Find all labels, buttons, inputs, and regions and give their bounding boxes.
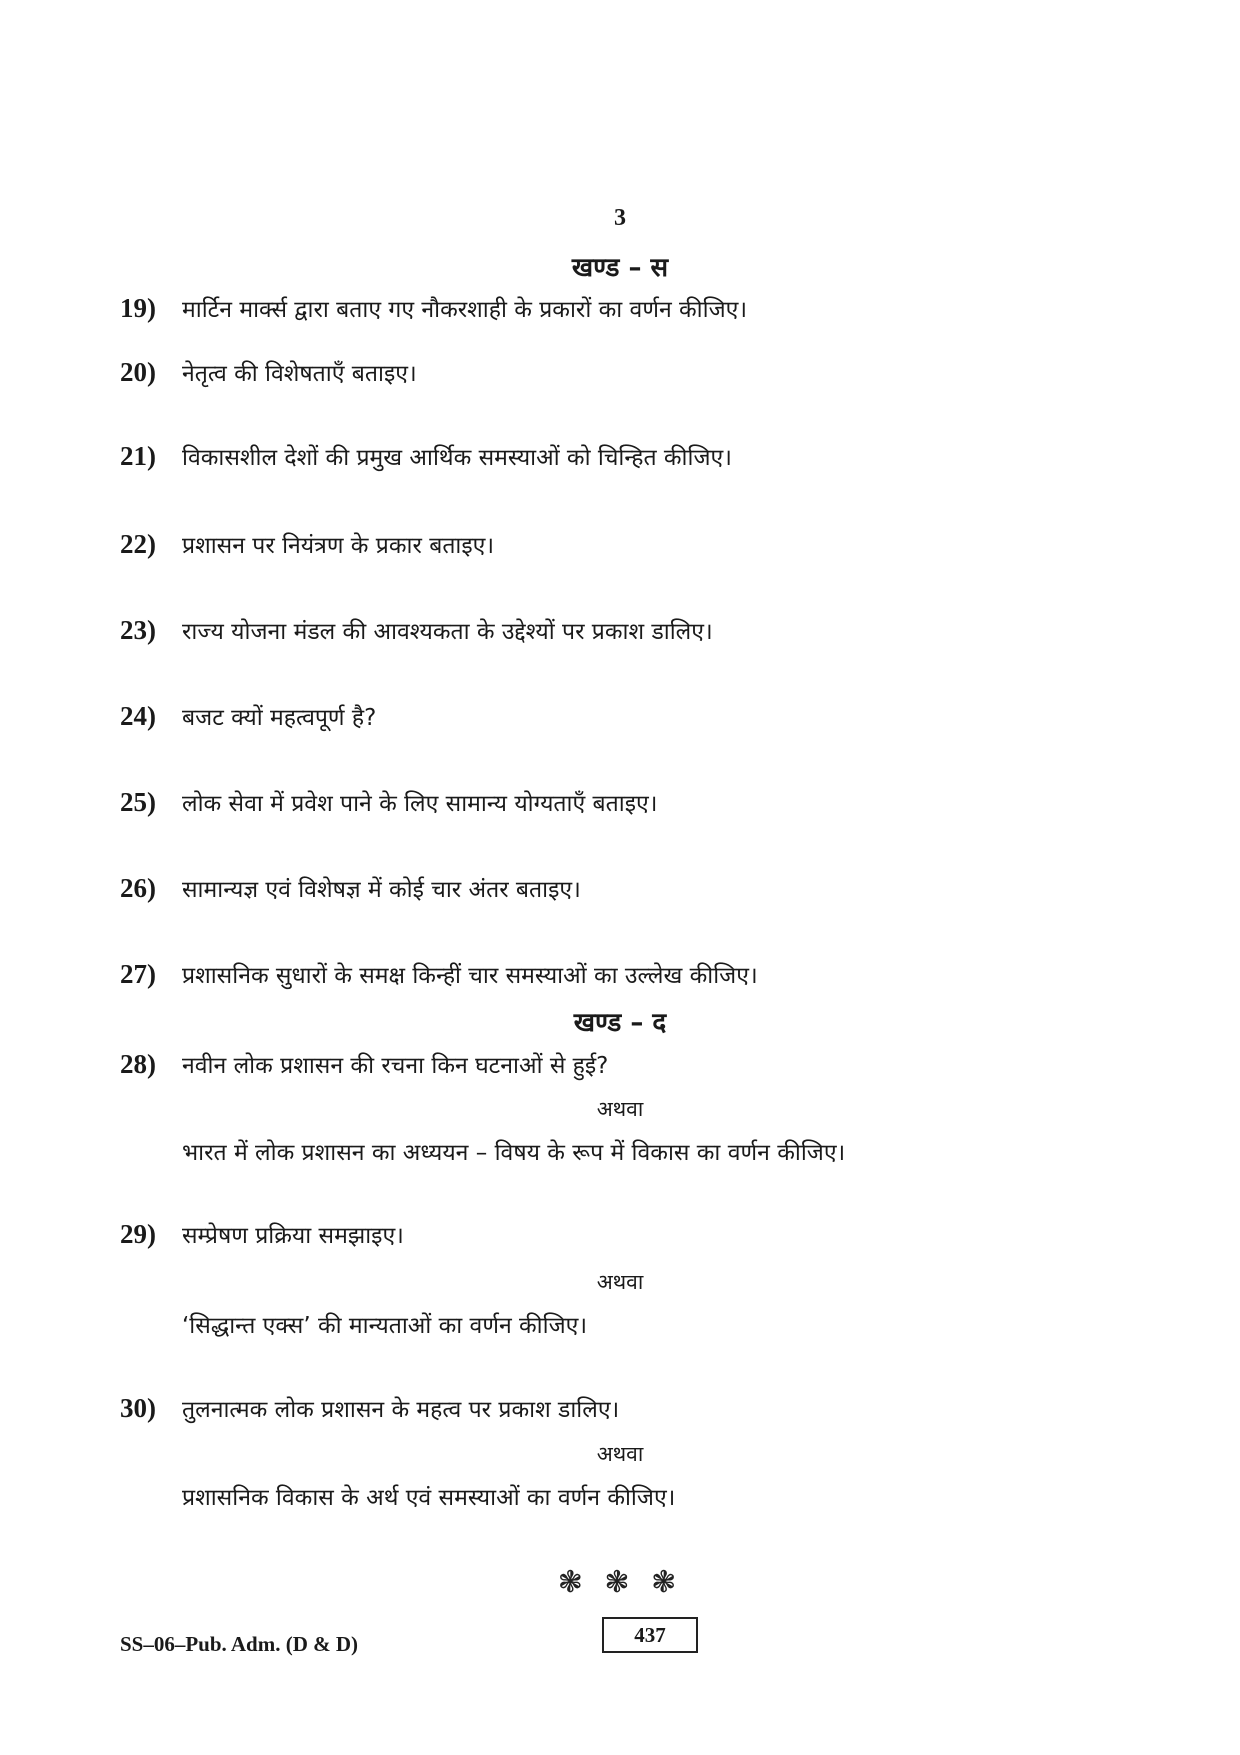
section-c-heading: खण्ड – स [571, 253, 669, 283]
or-label: अथवा [596, 1270, 644, 1294]
question-19 [120, 292, 747, 324]
question-text: बजट क्यों महत्वपूर्ण है? [182, 705, 377, 731]
or-label: अथवा [596, 1097, 644, 1121]
question-number: 28) [120, 1049, 156, 1079]
question-27 [120, 958, 758, 990]
question-text: सामान्यज्ञ एवं विशेषज्ञ में कोई चार अंतर बताइए। [182, 877, 581, 903]
question-text: लोक सेवा में प्रवेश पाने के लिए सामान्य योग्यताएँ बताइए। [182, 791, 658, 817]
question-28 [120, 1048, 608, 1080]
question-number: 27) [120, 959, 156, 989]
question-24 [120, 700, 376, 732]
question-text: मार्टिन मार्क्स द्वारा बताए गए नौकरशाही के प्रकारों का वर्णन कीजिए। [182, 297, 748, 323]
question-22 [120, 528, 494, 560]
question-number: 21) [120, 441, 156, 471]
footer-paper-code: SS–06–Pub. Adm. (D & D) [120, 1632, 359, 1656]
question-29 [120, 1218, 404, 1250]
alternative-question: भारत में लोक प्रशासन का अध्ययन – विषय के रूप में विकास का वर्णन कीजिए। [182, 1140, 846, 1166]
question-number: 22) [120, 529, 156, 559]
question-26 [120, 872, 581, 904]
question-number: 23) [120, 615, 156, 645]
question-21 [120, 440, 732, 472]
question-number: 30) [120, 1393, 156, 1423]
question-20 [120, 356, 417, 388]
footer-page-box: 437 [602, 1617, 698, 1653]
question-number: 25) [120, 787, 156, 817]
question-25 [120, 786, 657, 818]
question-text: सम्प्रेषण प्रक्रिया समझाइए। [182, 1223, 404, 1249]
question-text: प्रशासनिक सुधारों के समक्ष किन्हीं चार समस्याओं का उल्लेख कीजिए। [182, 963, 758, 989]
alternative-question: प्रशासनिक विकास के अर्थ एवं समस्याओं का वर्णन कीजिए। [182, 1485, 676, 1511]
question-text: नेतृत्व की विशेषताएँ बताइए। [182, 361, 417, 387]
question-text: विकासशील देशों की प्रमुख आर्थिक समस्याओं को चिन्हित कीजिए। [182, 445, 732, 471]
question-text: नवीन लोक प्रशासन की रचना किन घटनाओं से हुई? [182, 1053, 609, 1079]
page-number: 3 [614, 205, 626, 231]
decorative-ornament-icon: ❃ ❃ ❃ [557, 1565, 683, 1600]
question-number: 29) [120, 1219, 156, 1249]
question-number: 20) [120, 357, 156, 387]
question-number: 24) [120, 701, 156, 731]
alternative-question: ‘सिद्धान्त एक्स’ की मान्यताओं का वर्णन कीजिए। [182, 1313, 588, 1339]
question-text: प्रशासन पर नियंत्रण के प्रकार बताइए। [182, 533, 495, 559]
section-d-heading: खण्ड – द [573, 1008, 667, 1038]
question-number: 19) [120, 293, 156, 323]
question-number: 26) [120, 873, 156, 903]
question-23 [120, 614, 713, 646]
or-label: अथवा [596, 1442, 644, 1466]
question-text: राज्य योजना मंडल की आवश्यकता के उद्देश्यों पर प्रकाश डालिए। [182, 619, 713, 645]
question-text: तुलनात्मक लोक प्रशासन के महत्व पर प्रकाश डालिए। [182, 1397, 620, 1423]
question-30 [120, 1392, 619, 1424]
